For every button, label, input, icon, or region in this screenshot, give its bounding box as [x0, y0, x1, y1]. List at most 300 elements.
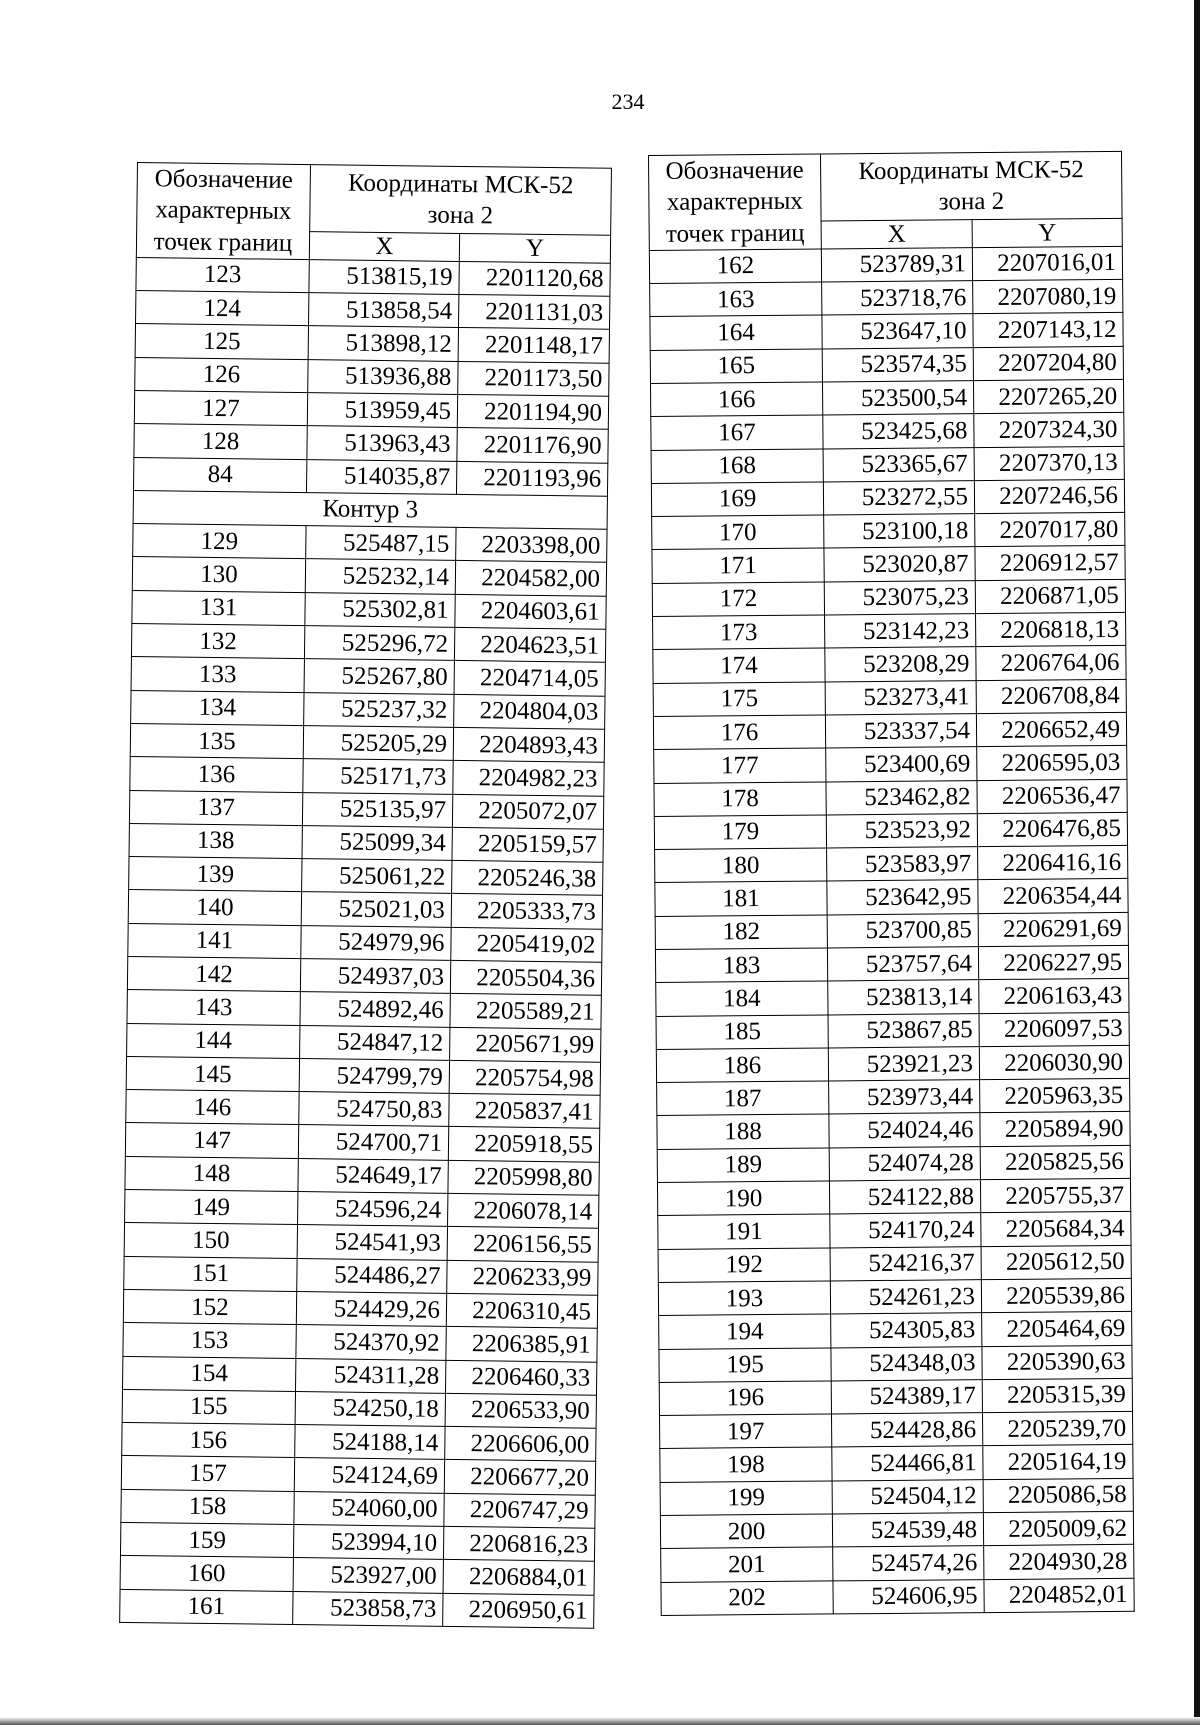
point-label-header [136, 163, 310, 260]
point-id-cell: 133 [131, 657, 304, 692]
y-coordinate-cell: 2205963,35 [980, 1079, 1130, 1114]
x-coordinate-cell: 524539,48 [832, 1513, 983, 1548]
y-coordinate-cell: 2205504,36 [450, 960, 601, 995]
point-id-cell: 148 [125, 1156, 298, 1191]
y-coordinate-cell: 2205390,63 [982, 1345, 1132, 1380]
y-coordinate-cell: 2201194,90 [457, 394, 608, 429]
x-coordinate-cell: 524504,12 [832, 1479, 983, 1514]
y-coordinate-cell: 2206030,90 [979, 1045, 1129, 1080]
y-coordinate-cell: 2207143,12 [973, 313, 1123, 348]
y-coordinate-cell: 2204714,05 [454, 661, 605, 696]
y-coordinate-cell: 2206097,53 [979, 1012, 1129, 1047]
x-coordinate-cell: 524389,17 [831, 1379, 982, 1414]
point-id-cell: 144 [127, 1023, 300, 1058]
page-edge-shadow-right [1194, 0, 1200, 1725]
x-coordinate-cell: 523425,68 [823, 414, 974, 449]
table-row [660, 1445, 1133, 1482]
coordinates-header [820, 151, 1122, 221]
point-id-cell: 165 [650, 349, 822, 384]
y-coordinate-cell: 2205315,39 [982, 1378, 1132, 1413]
point-id-cell: 129 [133, 524, 306, 559]
y-coordinate-cell: 2205009,62 [983, 1511, 1133, 1546]
point-id-cell: 173 [653, 615, 825, 650]
x-coordinate-cell: 523075,23 [824, 580, 975, 615]
point-id-cell: 152 [123, 1289, 296, 1324]
point-id-cell: 192 [658, 1248, 830, 1283]
point-id-cell: 194 [659, 1314, 831, 1349]
y-coordinate-cell: 2207204,80 [973, 346, 1123, 381]
y-coordinate-cell: 2206884,01 [443, 1560, 594, 1595]
coordinates-system-title: Координаты МСК-52 [347, 169, 574, 200]
x-coordinate-cell: 524799,79 [299, 1058, 449, 1093]
x-coordinate-cell: 525135,97 [302, 792, 452, 827]
point-id-cell: 139 [129, 857, 302, 892]
table-row [653, 646, 1126, 683]
x-coordinate-cell: 524486,27 [297, 1258, 447, 1293]
coordinates-table-left [119, 162, 612, 1629]
point-id-cell: 176 [653, 715, 825, 750]
point-id-cell: 183 [655, 948, 827, 983]
point-label-header-line: точек границ [665, 219, 805, 248]
point-id-cell: 197 [660, 1414, 832, 1449]
y-coordinate-cell: 2205419,02 [451, 927, 602, 962]
table-row [657, 1145, 1130, 1182]
point-id-cell: 155 [122, 1389, 295, 1424]
point-id-cell: 127 [134, 390, 307, 425]
x-coordinate-cell: 524348,03 [831, 1346, 982, 1381]
point-id-cell: 124 [136, 291, 309, 326]
y-coordinate-cell: 2205894,90 [980, 1112, 1130, 1147]
x-coordinate-cell: 524060,00 [294, 1491, 444, 1526]
x-coordinate-cell: 513936,88 [308, 359, 458, 394]
y-coordinate-cell: 2206871,05 [975, 579, 1125, 614]
point-id-cell: 130 [132, 557, 305, 592]
y-coordinate-cell: 2205918,55 [448, 1127, 599, 1162]
y-coordinate-cell: 2204804,03 [454, 694, 605, 729]
y-coordinate-cell: 2205998,80 [448, 1160, 599, 1195]
table-row [655, 879, 1128, 916]
point-id-cell: 157 [121, 1456, 294, 1491]
x-coordinate-cell: 523927,00 [293, 1558, 443, 1593]
x-coordinate-cell: 524305,83 [831, 1313, 982, 1348]
point-id-cell: 182 [655, 915, 827, 950]
y-coordinate-cell: 2205246,38 [452, 860, 603, 895]
y-coordinate-cell: 2203398,00 [456, 528, 607, 563]
point-id-cell: 196 [659, 1381, 831, 1416]
x-coordinate-cell: 524122,88 [829, 1180, 980, 1215]
point-id-cell: 149 [125, 1189, 298, 1224]
x-coordinate-cell: 523647,10 [822, 314, 973, 349]
x-coordinate-cell: 523273,41 [825, 680, 976, 715]
y-coordinate-cell: 2204623,51 [454, 627, 605, 662]
y-coordinate-cell: 2205837,41 [449, 1094, 600, 1129]
point-id-cell: 84 [133, 457, 306, 492]
point-id-cell: 145 [126, 1056, 299, 1091]
point-id-cell: 168 [651, 449, 823, 484]
point-id-cell: 198 [660, 1447, 832, 1482]
table-row [656, 1012, 1129, 1049]
point-label-header-line: точек границ [153, 227, 293, 257]
x-coordinate-cell: 513963,43 [307, 426, 457, 461]
point-id-cell: 171 [652, 548, 824, 583]
point-id-cell: 138 [129, 823, 302, 858]
x-coordinate-cell: 525021,03 [301, 892, 451, 927]
x-coordinate-cell: 524892,46 [300, 992, 450, 1027]
table-row [655, 945, 1128, 982]
point-id-cell: 188 [657, 1114, 829, 1149]
point-id-cell: 164 [650, 315, 822, 350]
table-row [654, 779, 1127, 816]
point-id-cell: 187 [657, 1081, 829, 1116]
y-coordinate-cell: 2207016,01 [972, 246, 1122, 281]
x-coordinate-cell: 525302,81 [305, 592, 455, 627]
y-coordinate-cell: 2206533,90 [445, 1393, 596, 1428]
x-coordinate-cell: 513815,19 [309, 259, 459, 294]
x-coordinate-cell: 523921,23 [828, 1047, 979, 1082]
y-coordinate-cell: 2206708,84 [976, 679, 1126, 714]
x-coordinate-cell: 524124,69 [294, 1458, 444, 1493]
y-coordinate-cell: 2201120,68 [459, 261, 610, 296]
y-coordinate-cell: 2206677,20 [444, 1460, 595, 1495]
point-id-cell: 172 [652, 582, 824, 617]
x-coordinate-cell: 523642,95 [827, 880, 978, 915]
x-coordinate-cell: 523994,10 [293, 1525, 443, 1560]
x-coordinate-cell: 524370,92 [296, 1325, 446, 1360]
x-column-header: X [821, 220, 972, 249]
x-column-header: X [309, 232, 459, 261]
y-coordinate-cell: 2204930,28 [984, 1545, 1134, 1580]
y-coordinate-cell: 2205589,21 [450, 994, 601, 1029]
y-coordinate-cell: 2204603,61 [455, 594, 606, 629]
y-coordinate-cell: 2205539,86 [981, 1278, 1131, 1313]
point-id-cell: 180 [655, 848, 827, 883]
x-coordinate-cell: 525267,80 [304, 659, 454, 694]
table-row [661, 1545, 1134, 1582]
y-coordinate-cell: 2205825,56 [980, 1145, 1130, 1180]
point-id-cell: 177 [654, 748, 826, 783]
table-row [653, 612, 1126, 649]
y-coordinate-cell: 2206652,49 [976, 712, 1126, 747]
y-coordinate-cell: 2207080,19 [973, 279, 1123, 314]
point-id-cell: 137 [129, 790, 302, 825]
x-coordinate-cell: 523718,76 [822, 281, 973, 316]
point-id-cell: 153 [123, 1323, 296, 1358]
table-row [652, 512, 1125, 549]
y-coordinate-cell: 2201173,50 [458, 361, 609, 396]
y-coordinate-cell: 2206536,47 [977, 779, 1127, 814]
table-row [656, 1045, 1129, 1082]
page-edge-shadow-bottom [0, 1717, 1200, 1725]
x-coordinate-cell: 523272,55 [823, 480, 974, 515]
y-coordinate-cell: 2206416,16 [978, 845, 1128, 880]
x-coordinate-cell: 523337,54 [825, 714, 976, 749]
y-coordinate-cell: 2207324,30 [974, 413, 1124, 448]
point-id-cell: 159 [120, 1522, 293, 1557]
table-row [660, 1511, 1133, 1548]
x-coordinate-cell: 524606,95 [833, 1579, 984, 1614]
y-coordinate-cell: 2205754,98 [449, 1060, 600, 1095]
x-coordinate-cell: 524170,24 [830, 1213, 981, 1248]
point-id-cell: 143 [127, 990, 300, 1025]
y-coordinate-cell: 2204982,23 [453, 761, 604, 796]
point-id-cell: 125 [135, 324, 308, 359]
x-coordinate-cell: 525061,22 [302, 859, 452, 894]
x-coordinate-cell: 523500,54 [822, 381, 973, 416]
x-coordinate-cell: 525205,29 [303, 725, 453, 760]
x-coordinate-cell: 525296,72 [304, 626, 454, 661]
x-coordinate-cell: 513959,45 [307, 393, 457, 428]
x-coordinate-cell: 523789,31 [821, 247, 972, 282]
x-coordinate-cell: 523523,92 [826, 813, 977, 848]
table-row [661, 1578, 1134, 1615]
y-coordinate-cell: 2205333,73 [451, 894, 602, 929]
y-coordinate-cell: 2206291,69 [978, 912, 1128, 947]
y-coordinate-cell: 2206078,14 [448, 1193, 599, 1228]
x-coordinate-cell: 523858,73 [293, 1591, 443, 1626]
x-coordinate-cell: 523973,44 [829, 1080, 980, 1115]
table-row [657, 1178, 1130, 1215]
x-coordinate-cell: 523867,85 [828, 1013, 979, 1048]
point-id-cell: 175 [653, 682, 825, 717]
y-coordinate-cell: 2205086,58 [983, 1478, 1133, 1513]
table-row [650, 346, 1123, 383]
y-coordinate-cell: 2206163,43 [979, 979, 1129, 1014]
y-coordinate-cell: 2205755,37 [980, 1178, 1130, 1213]
point-id-cell: 142 [127, 956, 300, 991]
point-id-cell: 186 [656, 1048, 828, 1083]
table-row [657, 1112, 1130, 1149]
table-row [655, 845, 1128, 882]
x-coordinate-cell: 513858,54 [309, 293, 459, 328]
point-label-header-line: характерных [666, 187, 803, 217]
x-coordinate-cell: 525099,34 [302, 825, 452, 860]
y-coordinate-cell: 2205072,07 [452, 794, 603, 829]
point-id-cell: 174 [653, 648, 825, 683]
y-coordinate-cell: 2205671,99 [450, 1027, 601, 1062]
x-coordinate-cell: 524847,12 [300, 1025, 450, 1060]
point-id-cell: 166 [650, 382, 822, 417]
table-row [658, 1278, 1131, 1315]
y-coordinate-cell: 2206233,99 [447, 1260, 598, 1295]
y-coordinate-cell: 2207370,13 [974, 446, 1124, 481]
section-title: Контур 3 [133, 490, 607, 529]
y-coordinate-cell: 2206310,45 [446, 1293, 597, 1328]
point-id-cell: 154 [123, 1356, 296, 1391]
x-coordinate-cell: 524596,24 [298, 1192, 448, 1227]
y-coordinate-cell: 2201131,03 [458, 294, 609, 329]
x-coordinate-cell: 523700,85 [827, 913, 978, 948]
x-coordinate-cell: 524429,26 [296, 1291, 446, 1326]
table-row [652, 546, 1125, 583]
y-coordinate-cell: 2206764,06 [976, 646, 1126, 681]
x-coordinate-cell: 524574,26 [833, 1546, 984, 1581]
coordinates-header [310, 165, 612, 236]
point-id-cell: 167 [651, 415, 823, 450]
point-id-cell: 185 [656, 1015, 828, 1050]
table-row [659, 1312, 1132, 1349]
x-coordinate-cell: 524216,37 [830, 1246, 981, 1281]
point-id-cell: 191 [658, 1214, 830, 1249]
y-coordinate-cell: 2207017,80 [975, 512, 1125, 547]
point-id-cell: 199 [660, 1481, 832, 1516]
y-coordinate-cell: 2206354,44 [978, 879, 1128, 914]
x-coordinate-cell: 524541,93 [297, 1225, 447, 1260]
x-coordinate-cell: 523813,14 [828, 980, 979, 1015]
point-id-cell: 202 [661, 1581, 833, 1616]
point-label-header-line: Обозначение [154, 165, 294, 194]
y-coordinate-cell: 2207265,20 [973, 379, 1123, 414]
y-coordinate-cell: 2201148,17 [458, 328, 609, 363]
coordinates-zone: зона 2 [938, 188, 1005, 216]
y-coordinate-cell: 2204893,43 [453, 727, 604, 762]
x-coordinate-cell: 514035,87 [306, 459, 456, 494]
x-coordinate-cell: 524074,28 [829, 1146, 980, 1181]
y-coordinate-cell: 2206227,95 [978, 945, 1128, 980]
table-row [659, 1378, 1132, 1415]
table-row [660, 1478, 1133, 1515]
point-id-cell: 184 [656, 981, 828, 1016]
x-coordinate-cell: 525232,14 [305, 559, 455, 594]
table-row [660, 1411, 1133, 1448]
x-coordinate-cell: 524649,17 [298, 1158, 448, 1193]
point-id-cell: 140 [128, 890, 301, 925]
point-id-cell: 151 [124, 1256, 297, 1291]
y-coordinate-cell: 2206747,29 [444, 1493, 595, 1528]
point-id-cell: 132 [131, 623, 304, 658]
coordinates-zone: зона 2 [427, 201, 494, 230]
point-id-cell: 179 [654, 815, 826, 850]
table-row [650, 379, 1123, 416]
y-coordinate-cell: 2205159,57 [452, 827, 603, 862]
x-coordinate-cell: 523020,87 [824, 547, 975, 582]
point-id-cell: 134 [131, 690, 304, 725]
point-id-cell: 150 [124, 1223, 297, 1258]
point-id-cell: 141 [128, 923, 301, 958]
table-row [651, 479, 1124, 516]
y-column-header: Y [972, 219, 1122, 248]
x-coordinate-cell: 524466,81 [832, 1446, 983, 1481]
y-coordinate-cell: 2205164,19 [983, 1445, 1133, 1480]
x-coordinate-cell: 523100,18 [824, 514, 975, 549]
y-coordinate-cell: 2206460,33 [445, 1360, 596, 1395]
point-id-cell: 128 [134, 424, 307, 459]
y-coordinate-cell: 2201193,96 [456, 461, 607, 496]
y-coordinate-cell: 2206606,00 [445, 1426, 596, 1461]
y-coordinate-cell: 2205239,70 [982, 1411, 1132, 1446]
x-coordinate-cell: 524700,71 [298, 1125, 448, 1160]
y-coordinate-cell: 2204852,01 [984, 1578, 1134, 1613]
coordinates-table-right [648, 151, 1135, 1616]
y-column-header: Y [459, 234, 610, 263]
y-coordinate-cell: 2206912,57 [975, 546, 1125, 581]
x-coordinate-cell: 525487,15 [306, 526, 456, 561]
point-id-cell: 170 [652, 515, 824, 550]
table-row [650, 313, 1123, 350]
point-id-cell: 193 [658, 1281, 830, 1316]
point-id-cell: 158 [121, 1489, 294, 1524]
x-coordinate-cell: 523208,29 [825, 647, 976, 682]
table-row [658, 1212, 1131, 1249]
x-coordinate-cell: 523365,67 [823, 447, 974, 482]
point-id-cell: 201 [661, 1547, 833, 1582]
table-row [651, 413, 1124, 450]
x-coordinate-cell: 524311,28 [295, 1358, 445, 1393]
table-row [649, 246, 1122, 283]
table-row [653, 712, 1126, 749]
table-row [650, 279, 1123, 316]
point-id-cell: 136 [130, 757, 303, 792]
point-label-header-line: Обозначение [665, 156, 804, 185]
point-id-cell: 135 [130, 723, 303, 758]
point-id-cell: 156 [122, 1423, 295, 1458]
y-coordinate-cell: 2206595,03 [977, 746, 1127, 781]
y-coordinate-cell: 2205612,50 [981, 1245, 1131, 1280]
point-label-header [649, 154, 822, 250]
x-coordinate-cell: 524750,83 [299, 1092, 449, 1127]
x-coordinate-cell: 523142,23 [825, 614, 976, 649]
y-coordinate-cell: 2205464,69 [982, 1312, 1132, 1347]
point-id-cell: 181 [655, 881, 827, 916]
x-coordinate-cell: 525171,73 [303, 759, 453, 794]
x-coordinate-cell: 525237,32 [304, 692, 454, 727]
point-id-cell: 162 [649, 249, 821, 284]
point-id-cell: 161 [120, 1589, 293, 1624]
y-coordinate-cell: 2206385,91 [446, 1327, 597, 1362]
table-row [651, 446, 1124, 483]
x-coordinate-cell: 523574,35 [822, 347, 973, 382]
x-coordinate-cell: 524937,03 [300, 959, 450, 994]
table-row [652, 579, 1125, 616]
point-id-cell: 146 [126, 1090, 299, 1125]
y-coordinate-cell: 2206816,23 [443, 1526, 594, 1561]
x-coordinate-cell: 524428,86 [831, 1413, 982, 1448]
table-row [656, 979, 1129, 1016]
point-label-header-line: характерных [155, 196, 292, 226]
point-id-cell: 190 [657, 1181, 829, 1216]
table-row [654, 812, 1127, 849]
point-id-cell: 126 [135, 357, 308, 392]
x-coordinate-cell: 523400,69 [826, 747, 977, 782]
table-row [654, 746, 1127, 783]
x-coordinate-cell: 523462,82 [826, 780, 977, 815]
x-coordinate-cell: 524024,46 [829, 1113, 980, 1148]
y-coordinate-cell: 2206476,85 [977, 812, 1127, 847]
table-row [657, 1079, 1130, 1116]
point-id-cell: 123 [136, 257, 309, 292]
point-id-cell: 131 [132, 590, 305, 625]
y-coordinate-cell: 2206156,55 [447, 1227, 598, 1262]
table-row [655, 912, 1128, 949]
x-coordinate-cell: 524250,18 [295, 1391, 445, 1426]
point-id-cell: 200 [660, 1514, 832, 1549]
y-coordinate-cell: 2201176,90 [457, 428, 608, 463]
y-coordinate-cell: 2207246,56 [974, 479, 1124, 514]
table-row [120, 1589, 594, 1628]
y-coordinate-cell: 2206818,13 [976, 612, 1126, 647]
point-id-cell: 160 [120, 1556, 293, 1591]
x-coordinate-cell: 513898,12 [308, 326, 458, 361]
point-id-cell: 189 [657, 1148, 829, 1183]
point-id-cell: 147 [125, 1123, 298, 1158]
y-coordinate-cell: 2206950,61 [443, 1593, 594, 1628]
coordinates-system-title: Координаты МСК-52 [858, 156, 1084, 186]
point-id-cell: 195 [659, 1347, 831, 1382]
point-id-cell: 178 [654, 781, 826, 816]
y-coordinate-cell: 2205684,34 [981, 1212, 1131, 1247]
x-coordinate-cell: 524979,96 [301, 925, 451, 960]
table-row [659, 1345, 1132, 1382]
x-coordinate-cell: 524261,23 [830, 1280, 981, 1315]
